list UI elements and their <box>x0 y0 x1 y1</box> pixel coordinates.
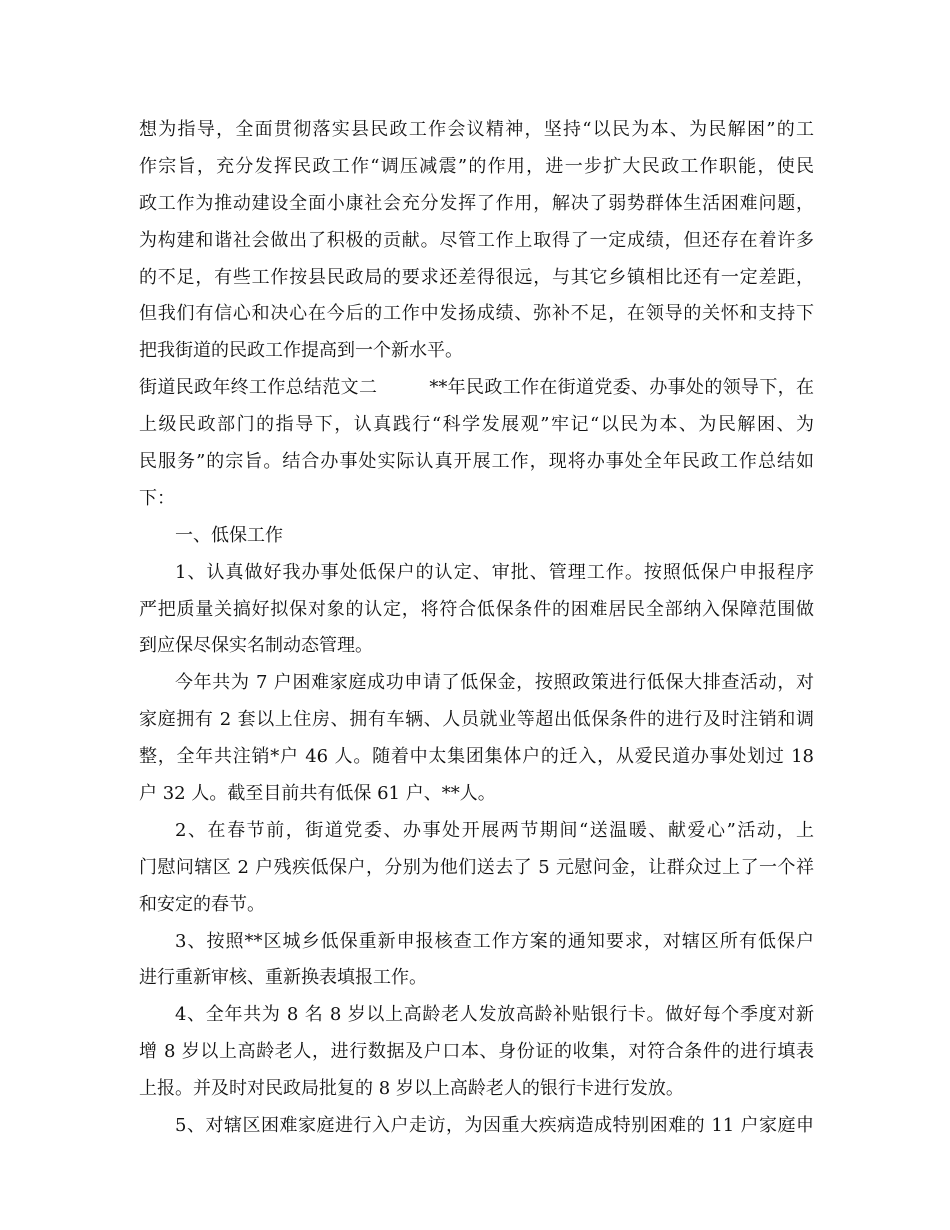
text-line: 1、认真做好我办事处低保户的认定、审批、管理工作。按照低保户申报程序 <box>175 561 814 583</box>
text-segment: **年民政工作在街道党委、办事处的领导下，在 <box>429 377 815 399</box>
text-line: 进行重新审核、重新换表填报工作。 <box>139 967 427 989</box>
text-line: 3、按照**区城乡低保重新申报核查工作方案的通知要求，对辖区所有低保户 <box>175 930 814 952</box>
text-line: 4、全年共为 8 名 8 岁以上高龄老人发放高龄补贴银行卡。做好每个季度对新 <box>175 1004 814 1026</box>
text-line: 为构建和谐社会做出了积极的贡献。尽管工作上取得了一定成绩，但还存在着许多 <box>139 229 814 251</box>
text-line: 作宗旨，充分发挥民政工作“调压减震”的作用，进一步扩大民政工作职能，使民 <box>139 155 814 177</box>
text-line: 上报。并及时对民政局批复的 8 岁以上高龄老人的银行卡进行发放。 <box>139 1078 684 1100</box>
text-line: 政工作为推动建设全面小康社会充分发挥了作用，解决了弱势群体生活困难问题， <box>139 192 814 214</box>
text-line: 2、在春节前，街道党委、办事处开展两节期间“送温暖、献爱心”活动，上 <box>175 819 814 841</box>
subheading: 一、低保工作 <box>175 524 283 546</box>
text-line: 整，全年共注销*户 46 人。随着中太集团集体户的迁入，从爱民道办事处划过 18 <box>139 746 814 768</box>
text-line: 增 8 岁以上高龄老人，进行数据及户口本、身份证的收集，对符合条件的进行填表 <box>139 1041 814 1063</box>
text-line: 严把质量关搞好拟保对象的认定，将符合低保条件的困难居民全部纳入保障范围做 <box>139 598 814 620</box>
text-line: 户 32 人。截至目前共有低保 61 户、**人。 <box>139 783 496 805</box>
text-line: 但我们有信心和决心在今后的工作中发扬成绩、弥补不足，在领导的关怀和支持下 <box>139 303 814 325</box>
text-line: 下： <box>139 487 175 509</box>
document-body <box>139 112 814 1145</box>
text-line: 上级民政部门的指导下，认真践行“科学发展观”牢记“以民为本、为民解困、为 <box>139 414 814 436</box>
text-line: 门慰问辖区 2 户残疾低保户，分别为他们送去了 5 元慰问金，让群众过上了一个祥 <box>139 856 814 878</box>
text-line: 民服务”的宗旨。结合办事处实际认真开展工作，现将办事处全年民政工作总结如 <box>139 451 814 473</box>
text-line: 想为指导，全面贯彻落实县民政工作会议精神，坚持“以民为本、为民解困”的工 <box>139 119 814 140</box>
text-line: 的不足，有些工作按县民政局的要求还差得很远，与其它乡镇相比还有一定差距， <box>139 266 814 288</box>
section-title-line <box>139 370 814 407</box>
text-line: 今年共为 7 户困难家庭成功申请了低保金，按照政策进行低保大排查活动，对 <box>175 672 814 694</box>
text-line: 5、对辖区困难家庭进行入户走访，为因重大疾病造成特别困难的 11 户家庭申 <box>175 1115 814 1137</box>
text-line: 把我街道的民政工作提高到一个新水平。 <box>139 340 463 362</box>
text-line: 到应保尽保实名制动态管理。 <box>139 635 373 657</box>
text-line: 和安定的春节。 <box>139 893 265 915</box>
text-line: 家庭拥有 2 套以上住房、拥有车辆、人员就业等超出低保条件的进行及时注销和调 <box>139 709 814 731</box>
section-title: 街道民政年终工作总结范文二 <box>139 377 378 399</box>
